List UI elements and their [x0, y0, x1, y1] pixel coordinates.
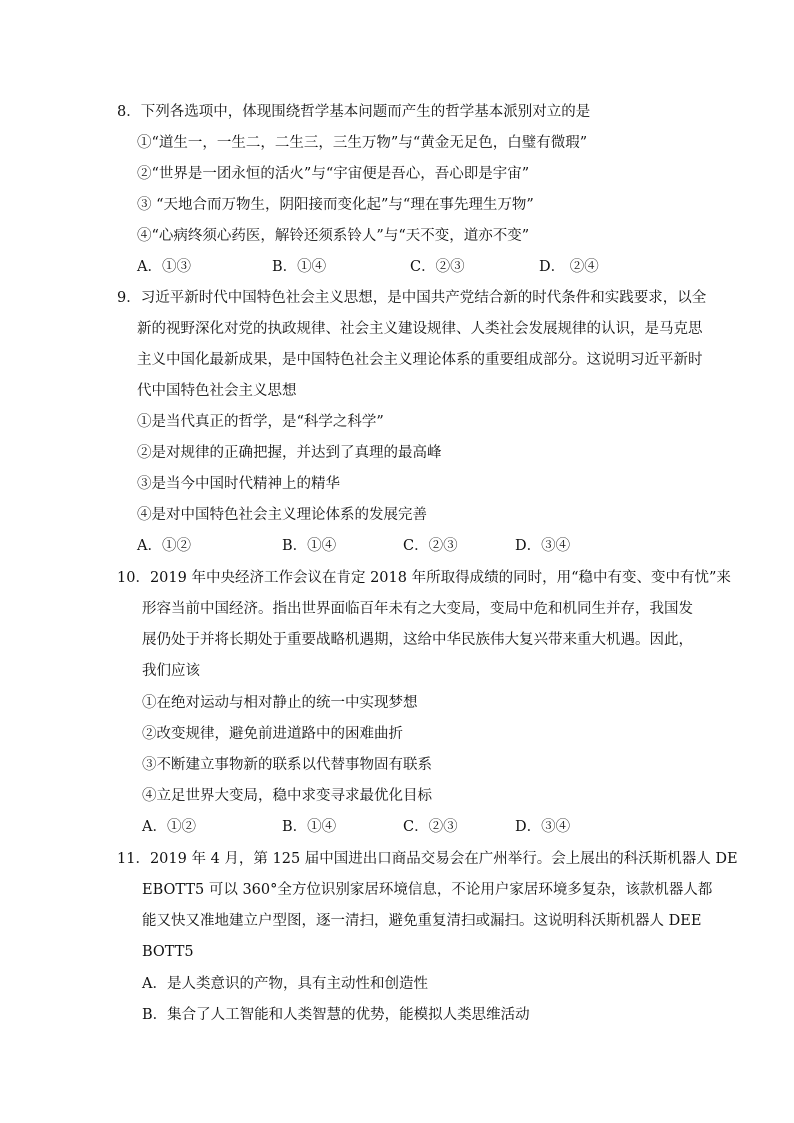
q8-item-3: ③ “天地合而万物生，阴阳接而变化起”与“理在事先理生万物” — [137, 197, 534, 213]
q9-stem-line-4: 代中国特色社会主义思想 — [137, 383, 297, 399]
q10-item-4: ④立足世界大变局，稳中求变寻求最优化目标 — [142, 788, 432, 804]
q11-stem-line-2: EBOTT5 可以 360°全方位识别家居环境信息，不论用户家居环境多复杂，该款机器人都 — [142, 882, 713, 898]
q9-item-2: ②是对规律的正确把握，并达到了真理的最高峰 — [137, 445, 442, 461]
q11-stem-line-4: BOTT5 — [142, 944, 194, 960]
q10-option-a: A．①② — [142, 819, 196, 835]
q9-stem-line-2: 新的视野深化对党的执政规律、社会主义建设规律、人类社会发展规律的认识，是马克思 — [137, 321, 703, 337]
q11-stem-line-3: 能又快又准地建立户型图，逐一清扫，避免重复清扫或漏扫。这说明科沃斯机器人 DEE — [142, 913, 702, 929]
q9-option-d: D．③④ — [515, 538, 571, 554]
q10-option-b: B．①④ — [282, 819, 337, 835]
q8-item-1: ①“道生一，一生二，二生三，三生万物”与“黄金无足色，白璧有微瑕” — [137, 135, 588, 151]
q9-stem-line-1: 9．习近平新时代中国特色社会主义思想，是中国共产党结合新的时代条件和实践要求，以全 — [117, 290, 707, 306]
q8-stem-line-1: 8．下列各选项中，体现围绕哲学基本问题而产生的哲学基本派别对立的是 — [117, 104, 591, 120]
q8-option-d: D． ②④ — [539, 259, 599, 275]
q10-option-d: D．③④ — [515, 819, 571, 835]
q10-item-1: ①在绝对运动与相对静止的统一中实现梦想 — [142, 695, 418, 711]
q8-item-4: ④“心病终须心药医，解铃还须系铃人”与“天不变，道亦不变” — [137, 228, 530, 244]
q9-option-b: B．①④ — [282, 538, 337, 554]
q10-stem-line-2: 形容当前中国经济。指出世界面临百年未有之大变局，变局中危和机同生并存，我国发 — [142, 601, 693, 617]
q11-choice-a: A．是人类意识的产物，具有主动性和创造性 — [142, 976, 428, 992]
q10-item-3: ③不断建立事物新的联系以代替事物固有联系 — [142, 757, 432, 773]
q8-option-a: A．①③ — [137, 259, 191, 275]
q11-stem-line-1: 11．2019 年 4 月，第 125 届中国进出口商品交易会在广州举行。会上展出的科沃斯机器人 DE — [117, 851, 738, 867]
q10-stem-line-1: 10．2019 年中央经济工作会议在肯定 2018 年所取得成绩的同时，用“稳中有变、变中有忧”来 — [117, 570, 731, 586]
q8-item-2: ②“世界是一团永恒的活火”与“宇宙便是吾心，吾心即是宇宙” — [137, 166, 530, 182]
q9-item-1: ①是当代真正的哲学，是“科学之科学” — [137, 414, 384, 430]
q9-item-4: ④是对中国特色社会主义理论体系的发展完善 — [137, 507, 427, 523]
q10-item-2: ②改变规律，避免前进道路中的困难曲折 — [142, 726, 403, 742]
q8-option-b: B．①④ — [272, 259, 327, 275]
q9-option-c: C．②③ — [403, 538, 458, 554]
q10-stem-line-4: 我们应该 — [142, 663, 200, 679]
q8-option-c: C．②③ — [410, 259, 465, 275]
q9-stem-line-3: 主义中国化最新成果，是中国特色社会主义理论体系的重要组成部分。这说明习近平新时 — [137, 352, 703, 368]
q9-option-a: A．①② — [137, 538, 191, 554]
q11-choice-b: B．集合了人工智能和人类智慧的优势，能模拟人类思维活动 — [142, 1007, 530, 1023]
q10-stem-line-3: 展仍处于并将长期处于重要战略机遇期，这给中华民族伟大复兴带来重大机遇。因此， — [142, 632, 693, 648]
q9-item-3: ③是当今中国时代精神上的精华 — [137, 476, 340, 492]
q10-option-c: C．②③ — [403, 819, 458, 835]
